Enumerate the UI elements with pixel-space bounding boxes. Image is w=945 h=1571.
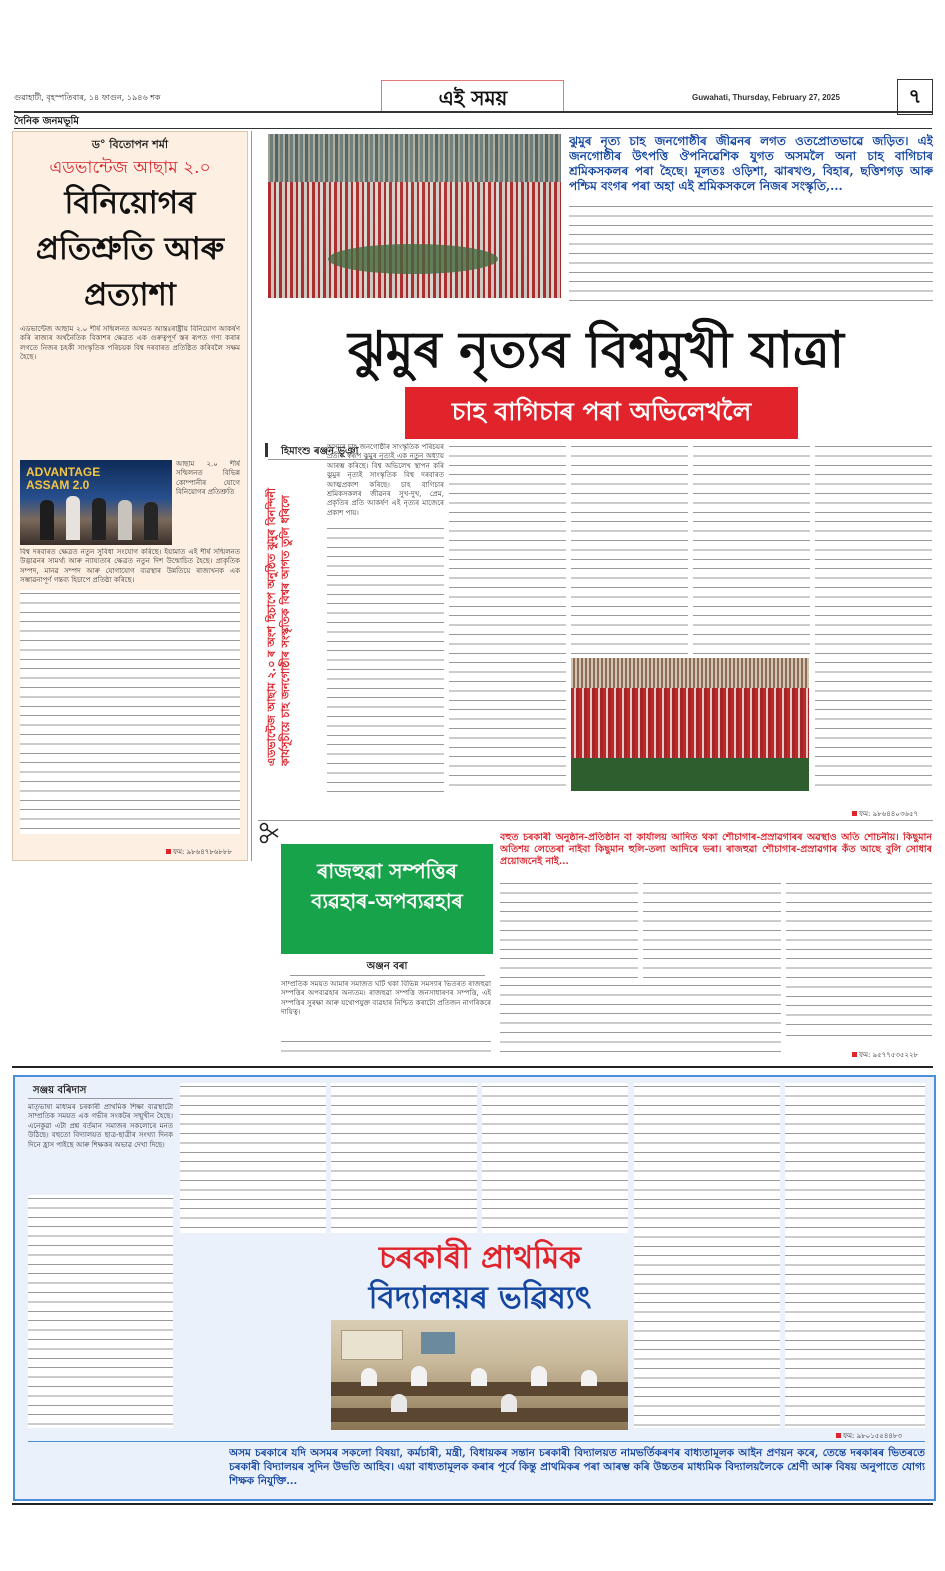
property-intro: বহুত চৰকাৰী অনুষ্ঠান-প্ৰতিষ্ঠান বা কাৰ্যালয় আদিত থকা শৌচাগাৰ-প্ৰস্ৰাৱগাৰৰ অৱস্থাও অতি শোচনীয়। কিছুমান অতিশয় লেতেৰা নাইবা কিছুমান হুলি-তলা আদিৰে ভৰা। ৰাজহুৱা শৌচাগাৰ-প্ৰস্ৰাৱগাৰ কঁত আছে বুলি সোধাৰ প্ৰয়োজনেই নাই... — [500, 832, 932, 867]
jhumur-photo-top — [268, 134, 561, 298]
left-story-photo-side-text: আছাম ২.০ শীৰ্ষ সন্মিলনত বিভিন্ন কোম্পানীৰ যোগে বিনিয়োগৰ প্ৰতিশ্ৰুতি — [176, 460, 240, 497]
left-story-body-columns — [20, 590, 240, 834]
bottom-col-4 — [482, 1083, 628, 1233]
main-story-body: অসমৰ চাহ জনগোষ্ঠীৰ সাংস্কৃতিক পৰিচয়ৰ প্ৰতীক স্বৰূপ ঝুমুৰ নৃত্যই এক নতুন অধ্যায় আৰম্ভ কৰিছে। বিশ্ব অভিলেখ স্থাপন কৰি ঝুমুৰ নৃত্যই সাংস্কৃতিক বিশ্ব দৰবাৰত আত্মপ্ৰকাশ কৰিছে। চাহ বাগিচাৰ শ্ৰমিকসকলৰ জীৱনৰ সুখ-দুখ, প্ৰেম, প্ৰকৃতিৰ প্ৰতি আকৰ্ষণ এই নৃত্যৰ মাজেৰে প্ৰকাশ পায়। — [327, 443, 444, 517]
main-story-pullquote: এডভান্টেজ আছাম ২.০ ৰ অংশ হিচাপে অনুষ্ঠিত ঝুমুৰ বিনন্দিনী কাৰ্যসূচীয়ে চাহ জনগোষ্ঠীৰ সংস্কৃতিক বিশ্বৰ আগত তুলি ধৰিলে — [265, 487, 292, 766]
property-col-bottom-2 — [500, 982, 781, 1060]
left-column-divider — [251, 131, 252, 861]
property-col-2 — [643, 880, 781, 980]
left-story-author: ড° বিতোপন শৰ্মা — [91, 138, 169, 151]
bottom-story-pullquote: অসম চৰকাৰে যদি অসমৰ সকলো বিষয়া, কৰ্মচাৰী, মন্ত্ৰী, বিধায়কৰ সন্তান চৰকাৰী বিদ্যালয়ত নামভৰ্তিকৰণৰ বাধ্যতামূলক আইন প্ৰণয়ন কৰে, তেন্তে দৰকাৰৰ ভিতৰতে চৰকাৰী বিদ্যালয়ৰ সুদিন উভতি আহিব। এয়া বাধ্যতামূলক কৰাৰ পূৰ্বে কিন্তু প্ৰাথমিকৰ পৰা আৰম্ভ কৰি উচ্চতৰ মাধ্যমিক বিদ্যালয়লৈকে শ্ৰেণী আৰু বিষয় অনুপাতে যোগ্য শিক্ষক নিযুক্তি... — [229, 1447, 925, 1487]
main-story-body-col-5 — [815, 443, 932, 793]
property-author-rule — [290, 975, 485, 976]
property-footer-id: ফম: ৯৫৭৭৫৩৫২২৮ — [852, 1049, 918, 1061]
property-body: সাম্প্ৰতিক সময়ত আমাৰ সমাজত ঘটি থকা বিভিন্ন সমস্যাৰ ভিতৰত ৰাজহুৱা সম্পত্তিৰ অপব্যৱহাৰ অন্যতম। ৰাজহুৱা সম্পত্তি জনসাধাৰণৰ সম্পত্তি, এই সম্পত্তিৰ সুৰক্ষা আৰু যথোপযুক্ত ব্যৱহাৰ নিশ্চিত কৰাটো প্ৰতিজন নাগৰিকৰে দায়িত্ব। — [281, 980, 491, 1017]
bottom-story-headline-2: বিদ্যালয়ৰ ভৱিষ্যৎ — [368, 1280, 592, 1316]
bottom-col-1 — [28, 1195, 173, 1428]
bottom-col-2 — [180, 1083, 326, 1233]
main-story-footer-id: ফম: ৯৮৬৪৪০৩৬৫৭ — [852, 808, 918, 820]
property-col-bottom-3 — [786, 1032, 932, 1042]
main-story-top-columns — [569, 203, 933, 307]
main-story-headline: ঝুমুৰ নৃত্যৰ বিশ্বমুখী যাত্ৰা — [347, 320, 845, 379]
masthead-rule-2 — [14, 128, 932, 129]
main-story-body-col-1 — [327, 525, 444, 793]
main-story-body-col-3 — [571, 443, 688, 655]
bottom-col-3 — [331, 1083, 477, 1233]
main-story-body-col-2 — [449, 443, 566, 793]
main-story-intro: ঝুমুৰ নৃত্য চাহ জনগোষ্ঠীৰ জীৱনৰ লগত ওতপ্ৰোতভাৱে জড়িত। এই জনগোষ্ঠীৰ উৎপত্তি ঔপনিৱেশিক যুগত অসমলৈ অনা চাহ বাগিচাৰ শ্ৰমিকসকলৰ পৰা হৈছে। মূলতঃ ওড়িশা, ঝাৰখণ্ড, বিহাৰ, ছত্তিশগড় আৰু পশ্চিম বংগৰ পৰা অহা এই শ্ৰমিকসকলে নিজৰ সংস্কৃতি,... — [569, 134, 933, 193]
section-divider — [258, 820, 933, 821]
bottom-col-5 — [634, 1083, 780, 1428]
property-headline: ৰাজহুৱা সম্পত্তিৰ ব্যৱহাৰ-অপব্যৱহাৰ — [311, 859, 463, 913]
section-title: এই সময় — [438, 86, 508, 110]
bottom-story-body: মাতৃভাষা মাধ্যমৰ চৰকাৰী প্ৰাথমিক শিক্ষা ব্যৱস্থাটো সাম্প্ৰতিক সময়ত এক গভীৰ সংকটৰ সন্মুখীন হৈছে। এনেকুৱা এটা প্ৰশ্ন বৰ্তমান সমাজৰ সকলোৰে মনত উঠিছে। বহুতো বিদ্যালয়ত ছাত্ৰ-ছাত্ৰীৰ সংখ্যা দিনক দিনে হ্ৰাস পাইছে আৰু শিক্ষকৰ অভাৱ দেখা দিছে। — [28, 1103, 173, 1149]
bottom-col-6 — [785, 1083, 925, 1428]
masthead-date-right: Guwahati, Thursday, February 27, 2025 — [692, 93, 840, 102]
masthead-rule — [14, 111, 932, 113]
classroom-photo — [331, 1320, 628, 1430]
page-bottom-rule — [12, 1503, 933, 1505]
property-col-1 — [500, 880, 638, 980]
main-story-subheadline: চাহ বাগিচাৰ পৰা অভিলেখলৈ — [451, 397, 752, 426]
property-col-bottom-1 — [281, 1038, 491, 1060]
left-story-body: বিশ্ব দৰবাৰত ক্ষেত্ৰত নতুন সুবিধা সংযোগ কৰিছে। ইয়ামাত এই শীৰ্ষ সন্মিলনত উদ্ভাৱনৰ সামৰ্থ্য আৰু ন্যায্যতাৰ ক্ষেত্ৰত নতুন দিশ উন্মোচিত হৈছে। প্ৰাকৃতিক সম্পদ, মানৱ সম্পদ আৰু যোগাযোগ ব্যৱস্থাৰ উন্নতিয়ে ৰাজ্যখনক এক সম্ভাৱনাপূৰ্ণ গন্তব্য হিচাপে প্ৰতিষ্ঠা কৰিছে। — [20, 548, 240, 585]
left-story-kicker: এডভান্টেজ আছাম ২.০ — [49, 158, 211, 178]
left-story-intro: এডভান্টেজ আছাম ২.০ শীৰ্ষ সন্মিলনত অসমত আন্তঃৰাষ্ট্ৰীয় বিনিয়োগ আকৰ্ষণ কৰি ৰাজ্যৰ অৰ্থনৈতিক বিকাশৰ ক্ষেত্ৰত এক গুৰুত্বপূৰ্ণ স্তৰ ৰূপত গণ্য কৰাৰ লগতে নিজৰ চহকী সাংস্কৃতিক পৰিচয়ক বিশ্ব দৰবাৰত প্ৰতিষ্ঠিত কৰিবলৈ সক্ষম হৈছে। — [20, 325, 240, 362]
main-story-body-col-4 — [693, 443, 810, 655]
paper-name: দৈনিক জনমভূমি — [14, 116, 79, 127]
bottom-footer-id: ফম: ৯৮০১৫৫৪৪৮৩ — [836, 1430, 902, 1442]
main-story-author: হিমাংশু ৰঞ্জন ভূঞা — [281, 446, 359, 457]
bottom-author-rule — [28, 1098, 173, 1099]
property-author: অঞ্জন বৰা — [366, 961, 408, 972]
jhumur-photo-bottom — [571, 658, 809, 791]
left-story-headline: বিনিয়োগৰ প্ৰতিশ্ৰুতি আৰু প্ৰত্যাশা — [35, 185, 225, 313]
left-story-photo — [20, 460, 172, 545]
main-story-byline-bar — [265, 443, 268, 457]
left-story-footer-id: ফম: ৯৮৬৪৭৮৬৮৮৮ — [166, 846, 232, 858]
page-number: ৭ — [908, 84, 922, 108]
property-col-3 — [786, 880, 932, 1030]
photo-banner-text: ADVANTAGE ASSAM 2.0 — [26, 465, 101, 492]
bottom-story-author: সঞ্জয় বৰিদাস — [33, 1085, 87, 1096]
bottom-story-headline-1: চৰকাৰী প্ৰাথমিক — [379, 1240, 581, 1276]
masthead-date-left: গুৱাহাটী, বৃহস্পতিবাৰ, ১৪ ফাগুন, ১৯৪৬ শক — [14, 93, 161, 102]
bottom-top-rule — [12, 1066, 933, 1068]
bottom-pullquote-rule — [28, 1441, 925, 1442]
scissors-icon — [258, 822, 280, 844]
